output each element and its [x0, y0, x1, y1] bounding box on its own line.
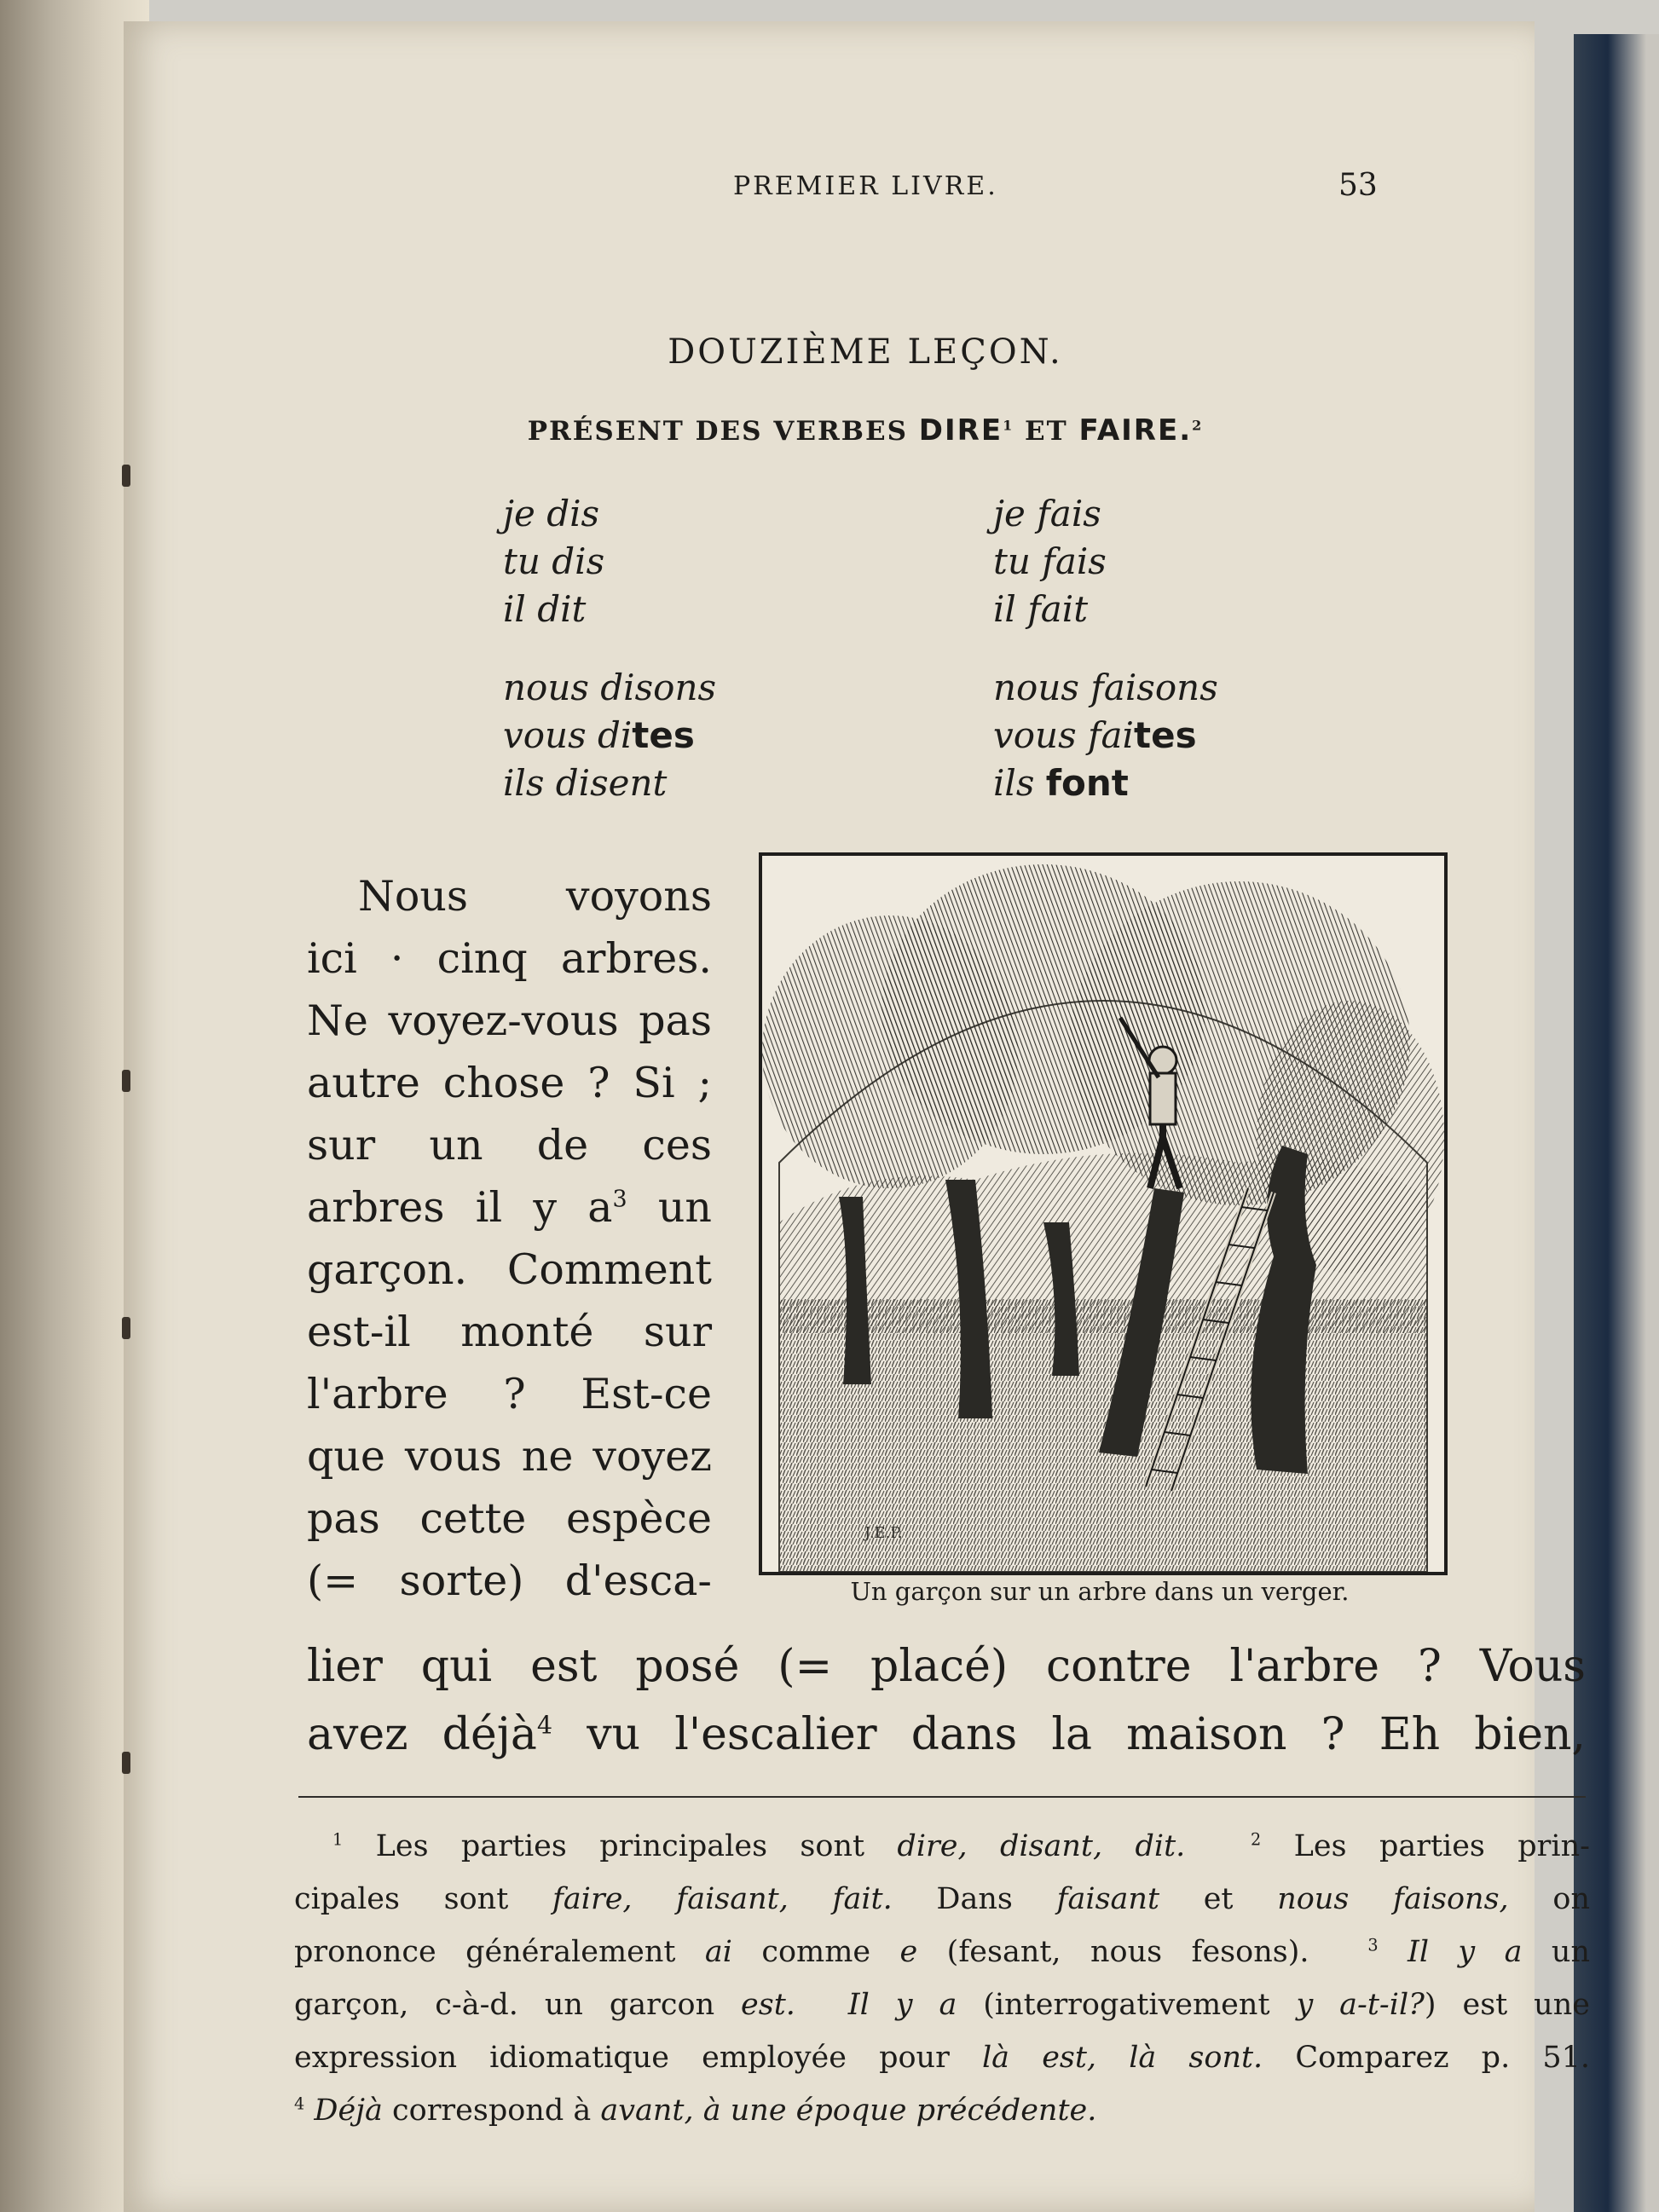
conj-line: tu fais: [993, 540, 1107, 582]
body-line: Nous voyons: [358, 872, 712, 921]
conj-line: nous faisons: [993, 667, 1218, 708]
subtitle-prefix: PRÉSENT DES VERBES: [527, 416, 919, 447]
footnote-ref-2: 2: [1192, 417, 1204, 434]
irregular-ending: tes: [1134, 714, 1197, 756]
body-line: sur un de ces: [307, 1121, 712, 1170]
binding-stitch: [122, 1752, 130, 1774]
body-line: (= sorte) d'esca-: [307, 1556, 712, 1605]
subtitle-conjunction: ET: [1014, 416, 1079, 447]
binding-stitch: [122, 1070, 130, 1092]
conj-line: nous disons: [503, 667, 717, 708]
footnote-line: expression idiomatique employée pour là est, là sont. Comparez p. 51.: [294, 2041, 1591, 2075]
body-line: avez déjà$^4$ vu l'escalier dans la maison ? Eh bien,: [307, 1709, 1586, 1760]
conjugation-faire: [993, 490, 1218, 807]
footnote-line: prononce généralement ai comme e (fesant, nous fesons). $^3$ Il y a un: [294, 1935, 1590, 1969]
running-head-title: PREMIER LIVRE.: [733, 171, 998, 201]
engraving-image: [762, 856, 1444, 1572]
body-line: lier qui est posé (= placé) contre l'arbre ? Vous: [307, 1641, 1586, 1692]
conj-line: je fais: [993, 493, 1101, 534]
footnote-line: $^4$ Déjà correspond à avant, à une époque précédente.: [294, 2094, 1097, 2128]
footnote-rule: [298, 1796, 1586, 1798]
body-text-wide: [307, 1632, 1586, 1769]
lesson-title: DOUZIÈME LEÇON.: [668, 332, 1063, 372]
conj-line: il fait: [993, 588, 1089, 630]
footnote-ref-4: 4: [536, 1710, 553, 1740]
footnote-line: $^1$ Les parties principales sont dire, disant, dit. $^2$ Les parties prin-: [332, 1829, 1590, 1863]
conj-line: ils disent: [503, 762, 668, 804]
binding-stitch: [122, 465, 130, 487]
body-line: est-il monté sur: [307, 1308, 712, 1356]
binding-stitch: [122, 1317, 130, 1339]
conjugation-dire: [503, 490, 716, 807]
footnote-ref-1: 1: [1003, 417, 1014, 434]
orchard-illustration: [759, 852, 1448, 1575]
conj-line: il dit: [503, 588, 587, 630]
footnote-ref-3: 3: [612, 1186, 627, 1213]
body-line: l'arbre ? Est-ce: [307, 1370, 712, 1418]
footnote-line: garçon, c-à-d. un garcon est. Il y a (interrogativement y a-t-il?) est une: [294, 1988, 1590, 2022]
conj-line: vous faites: [993, 714, 1197, 756]
irregular-ending: tes: [632, 714, 695, 756]
page-number: 53: [1338, 168, 1378, 203]
lesson-subtitle: [311, 413, 1419, 448]
conj-line: vous dites: [503, 714, 695, 756]
verb-dire: DIRE: [918, 413, 1003, 448]
body-line: Ne voyez-vous pas: [307, 996, 712, 1045]
body-line: arbres il y $a^3$ un: [307, 1183, 712, 1232]
illustration-caption: Un garçon sur un arbre dans un verger.: [850, 1577, 1350, 1606]
footnotes: [294, 1820, 1590, 2137]
engraving-signature: J.E.P.: [864, 1524, 903, 1542]
conj-line: ils font: [993, 762, 1129, 804]
conj-line: je dis: [503, 493, 600, 534]
body-line: pas cette espèce: [307, 1494, 712, 1543]
footnote-line: cipales sont faire, faisant, fait. Dans faisant et nous faisons, on: [294, 1882, 1590, 1916]
body-line: autre chose ? Si ;: [307, 1059, 712, 1107]
body-line: garçon. Comment: [307, 1245, 712, 1294]
body-line: ici · cinq arbres.: [307, 934, 712, 983]
verb-faire: FAIRE.: [1078, 413, 1193, 448]
body-text-narrow: [307, 865, 712, 1612]
book-page: [124, 21, 1591, 2212]
conj-line: tu dis: [503, 540, 605, 582]
irregular-form: font: [1045, 762, 1129, 804]
body-line: que vous ne voyez: [307, 1432, 712, 1481]
